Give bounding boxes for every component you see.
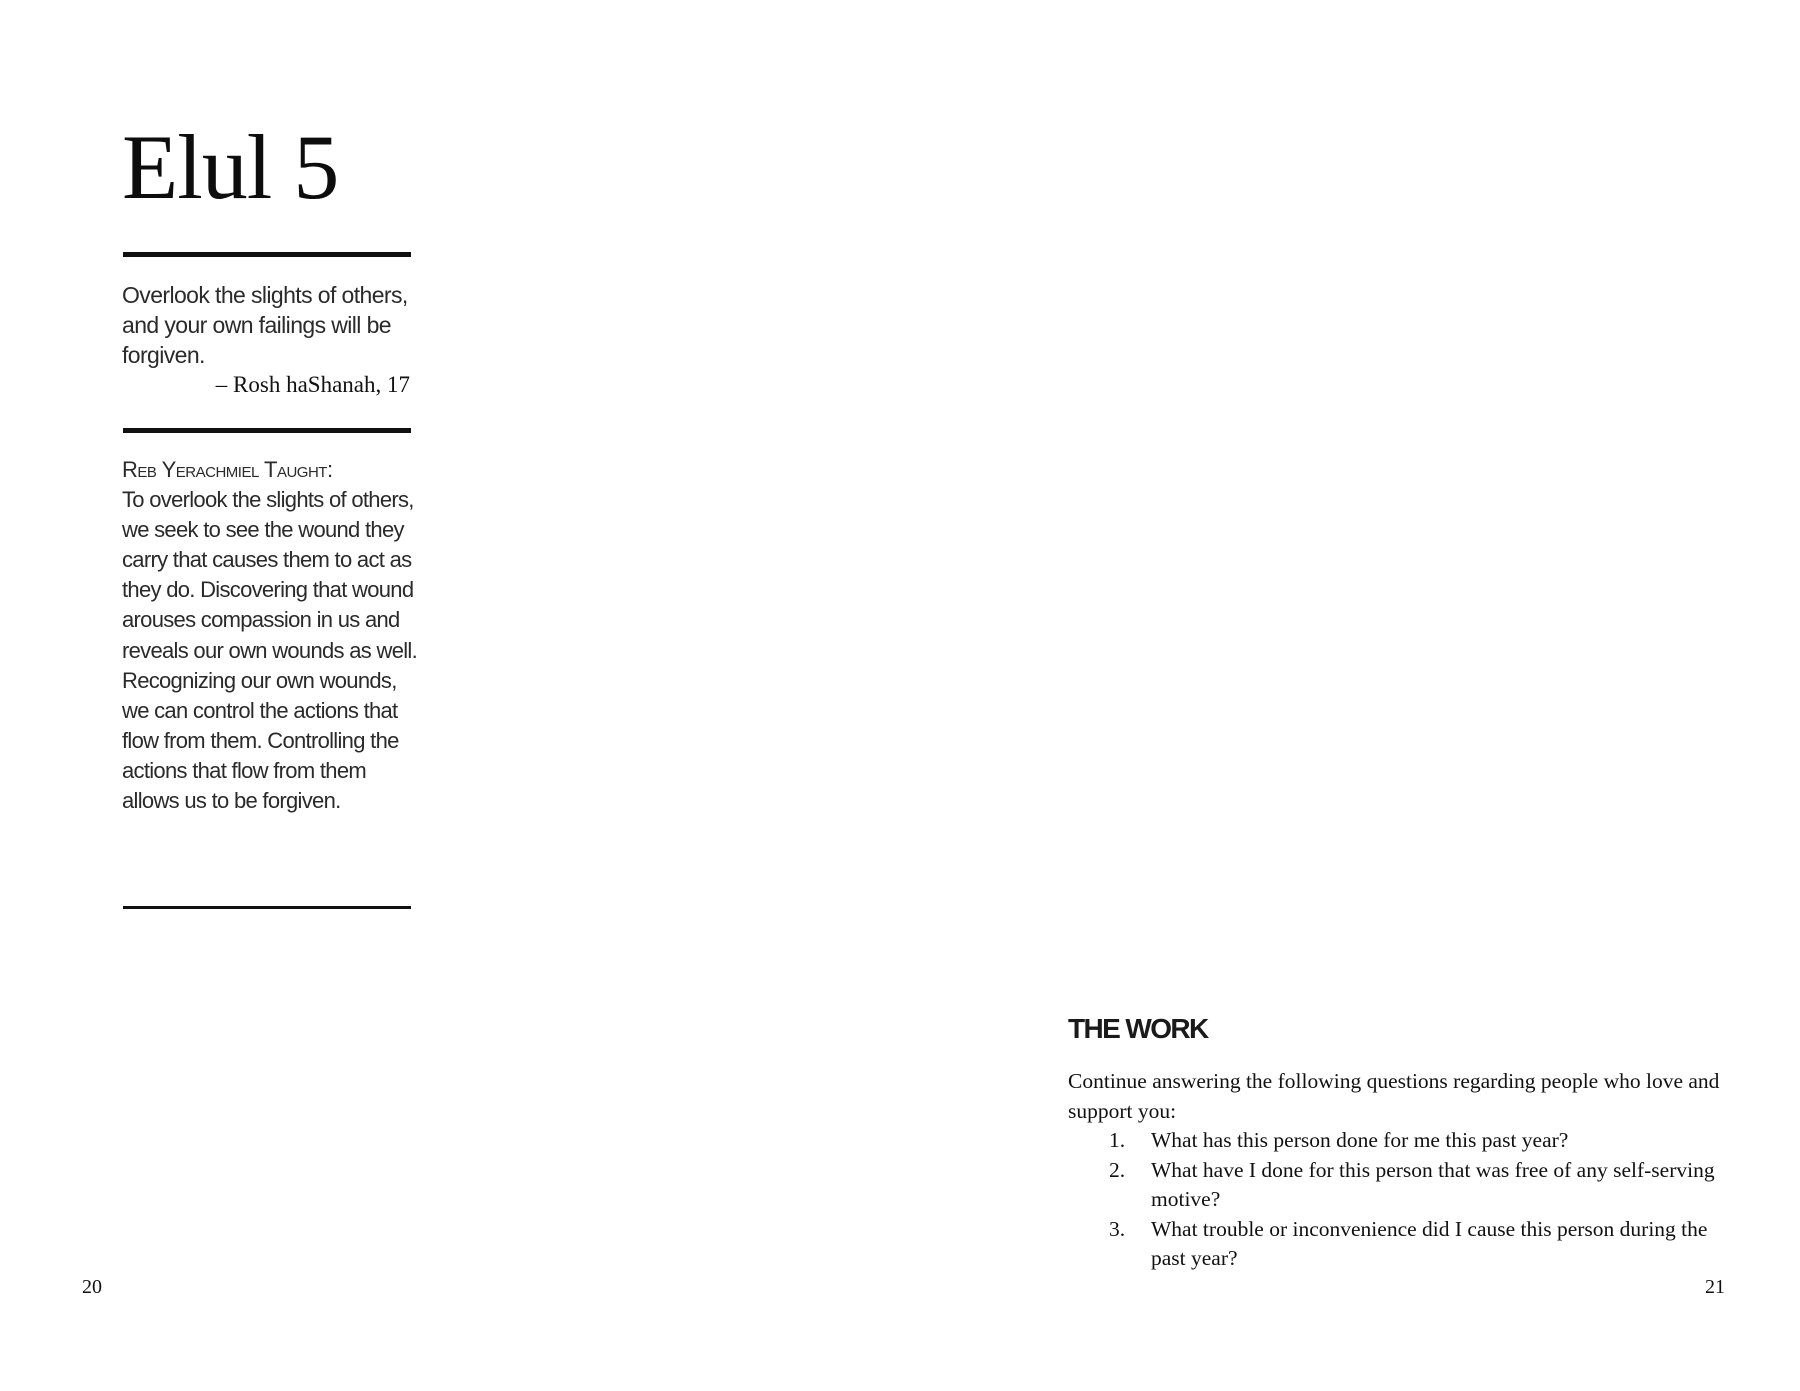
list-item <box>1068 1126 1738 1156</box>
list-item <box>1068 1215 1738 1274</box>
work-intro: Continue answering the following questions regarding people who love and support you: <box>1068 1069 1720 1123</box>
teaching-heading: Reb Yerachmiel Taught: <box>122 457 333 482</box>
list-item-number: 3. <box>1109 1216 1126 1241</box>
list-item-text: What have I done for this person that was free of any self-serving motive? <box>1151 1157 1715 1212</box>
page-title: Elul 5 <box>122 116 339 218</box>
quote-text: Overlook the slights of others, and your own failings will be forgiven. <box>122 282 408 368</box>
page-number-left: 20 <box>82 1276 102 1298</box>
list-item-text: What has this person done for me this past year? <box>1151 1128 1569 1152</box>
list-item-text: What trouble or inconvenience did I cause this person during the past year? <box>1151 1216 1708 1271</box>
teaching-section <box>122 455 422 816</box>
work-heading: THE WORK <box>1068 1013 1208 1044</box>
list-item <box>1068 1156 1738 1215</box>
divider-middle <box>123 428 411 433</box>
divider-bottom <box>123 906 411 909</box>
list-item-number: 2. <box>1109 1157 1126 1182</box>
list-item-number: 1. <box>1109 1128 1126 1152</box>
teaching-body: To overlook the slights of others, we seek to see the wound they carry that causes them to act as they do. Discovering that wound arouses compassion in us and reveals our own wounds as well. Recognizing our own wounds, we can control the actions that flow from them. Controlling the actions that flow from them allows us to be forgiven. <box>122 487 418 814</box>
right-page <box>900 0 1800 1391</box>
questions-list <box>1068 1126 1738 1274</box>
page-number-right: 21 <box>1705 1276 1725 1298</box>
divider-top <box>123 252 411 257</box>
quote-source: – Rosh haShanah, 17 <box>215 372 410 397</box>
